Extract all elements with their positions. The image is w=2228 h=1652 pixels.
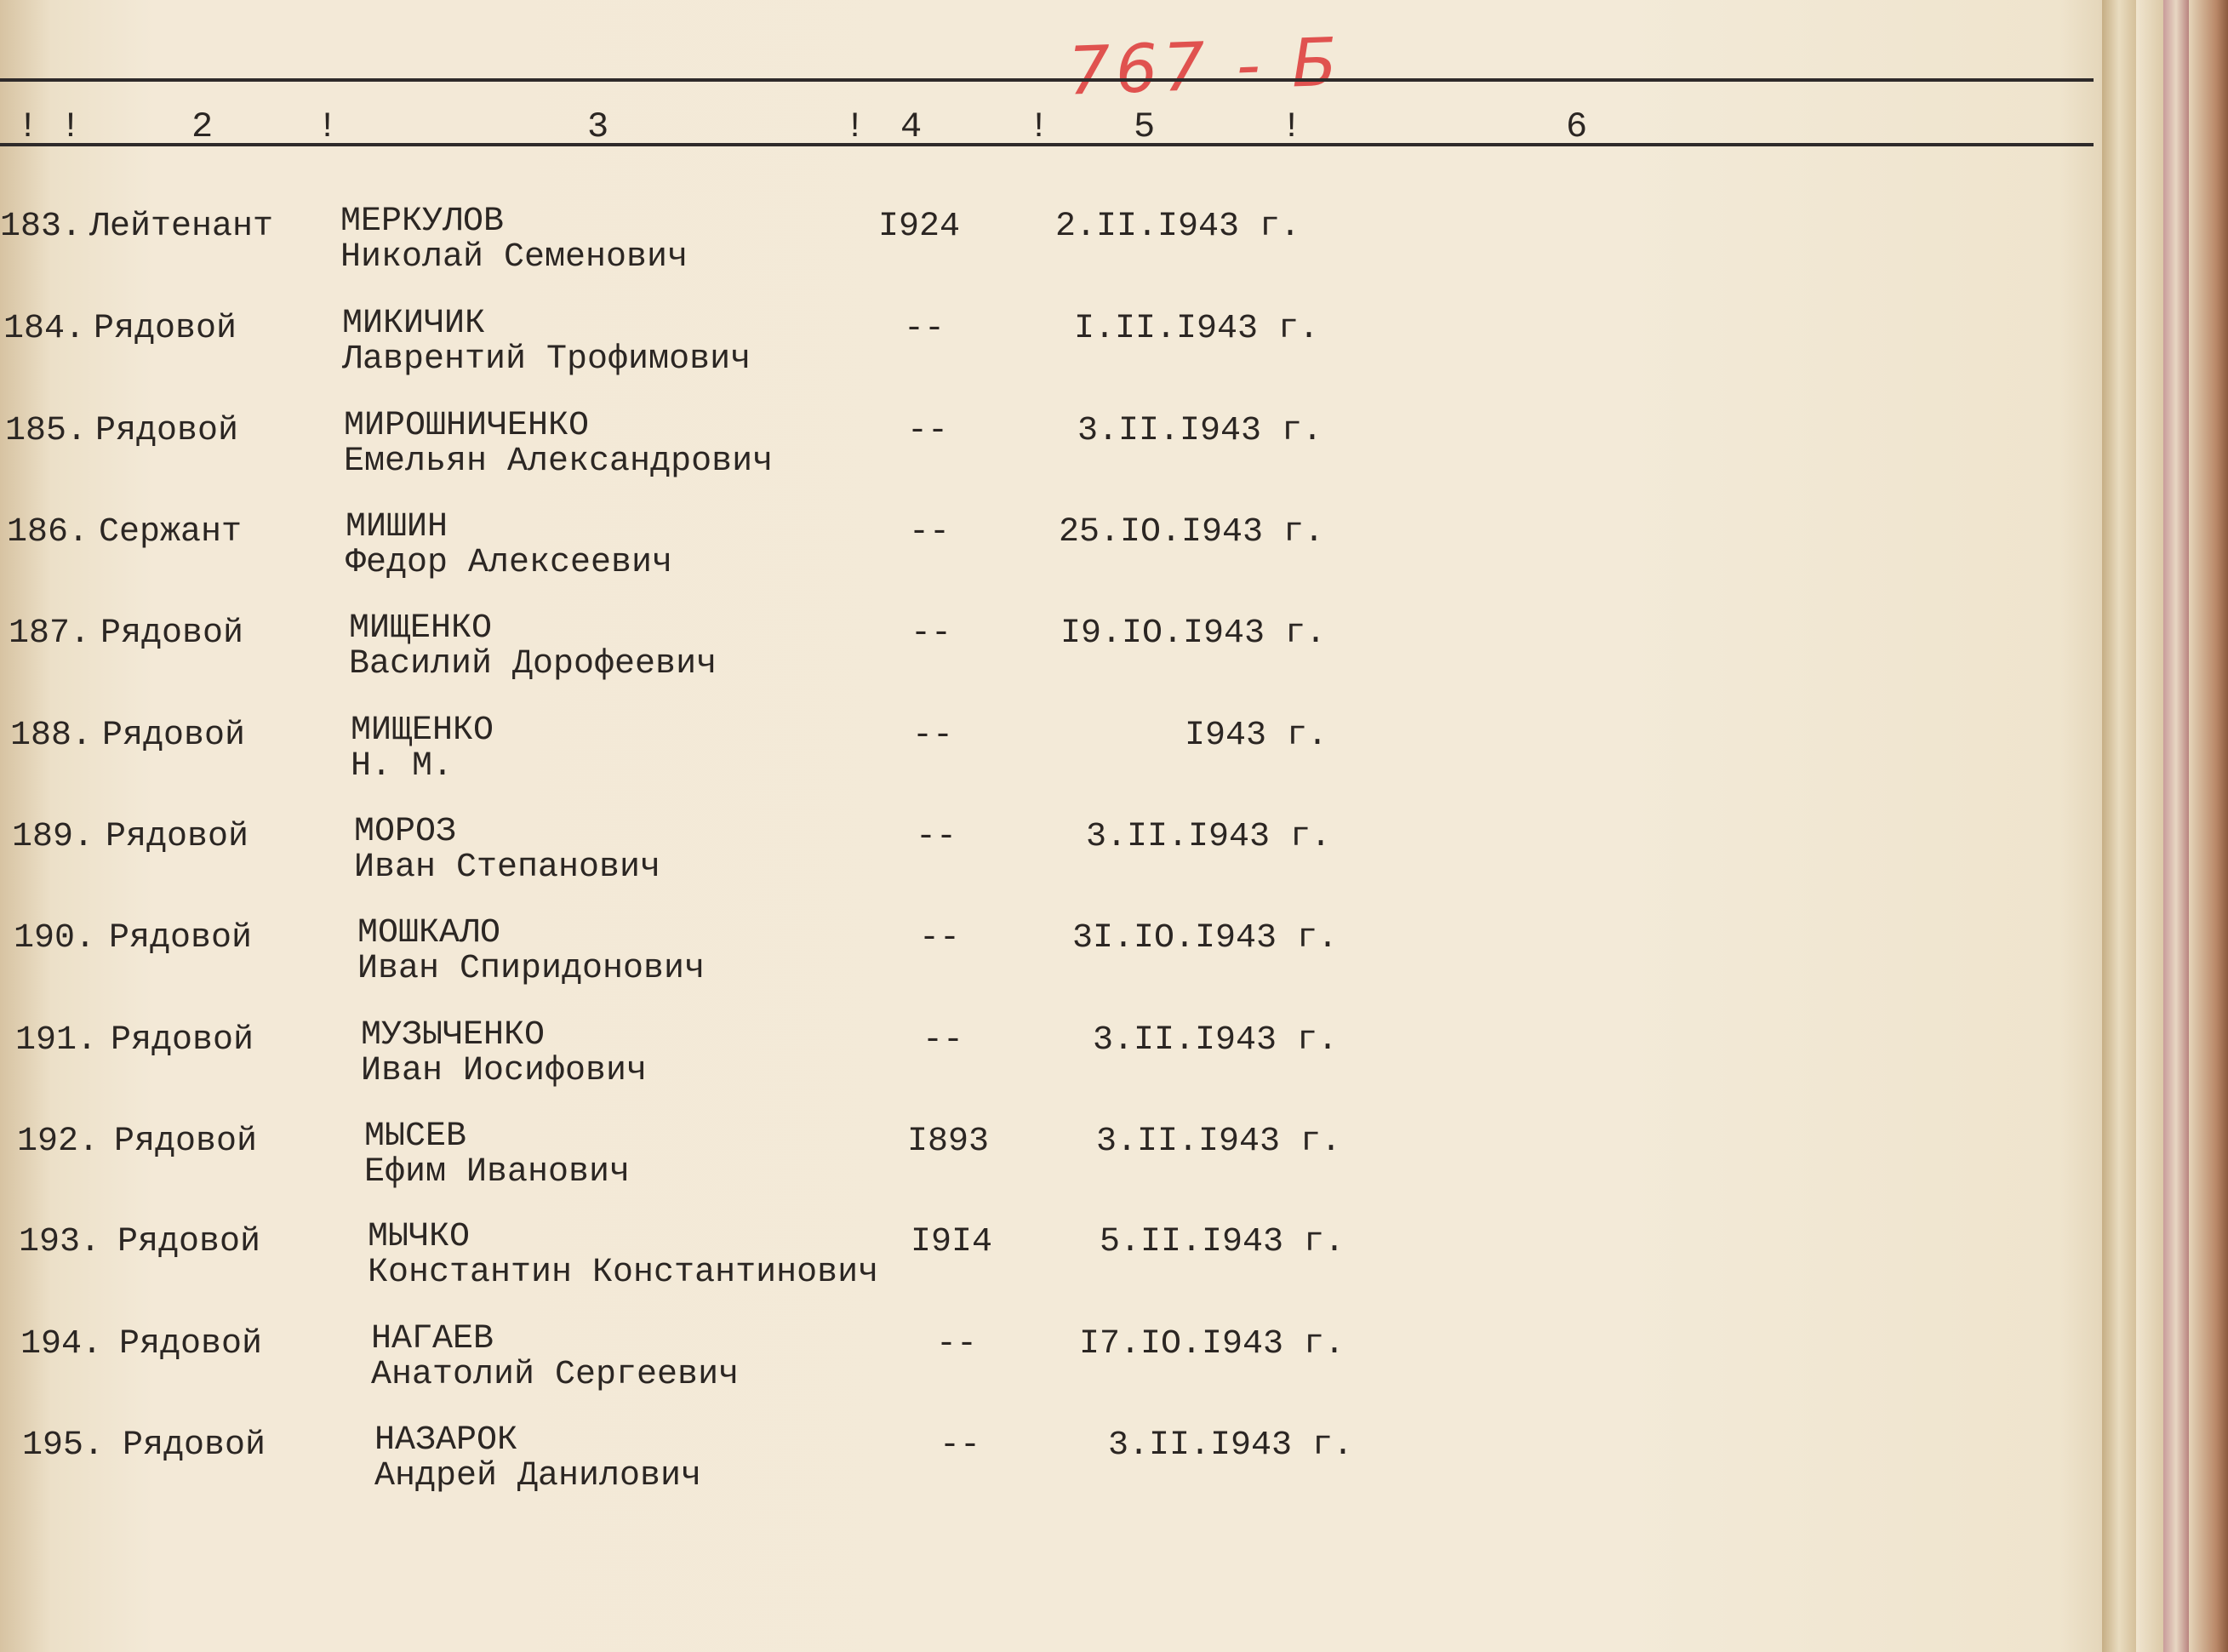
book-spine — [2189, 0, 2228, 1652]
row-date: I.II.I943 г. — [1074, 310, 1320, 348]
row-surname: МОШКАЛО — [357, 914, 501, 952]
row-surname: НАЗАРОК — [374, 1421, 518, 1460]
row-surname: МИРОШНИЧЕНКО — [344, 407, 590, 445]
page-edge — [2136, 0, 2163, 1652]
row-date: 25.IO.I943 г. — [1059, 513, 1325, 552]
row-rank: Рядовой — [109, 919, 253, 957]
row-date: 2.II.I943 г. — [1055, 208, 1301, 246]
row-number: 186. — [7, 513, 89, 552]
row-surname: НАГАЕВ — [371, 1320, 494, 1358]
row-rank: Рядовой — [119, 1325, 263, 1363]
table-row — [0, 1421, 2094, 1515]
row-birth-year: I893 — [907, 1123, 990, 1161]
table-row — [0, 914, 2094, 1008]
row-birth-year: -- — [912, 717, 954, 755]
row-number: 184. — [3, 310, 86, 348]
row-date: 3.II.I943 г. — [1077, 412, 1323, 450]
row-surname: МОРОЗ — [354, 813, 457, 851]
header-col1: ! ! — [17, 106, 82, 147]
row-birth-year: -- — [936, 1325, 978, 1363]
table-row — [0, 1118, 2094, 1211]
row-date: 3.II.I943 г. — [1086, 818, 1332, 856]
table-row — [0, 1218, 2094, 1312]
row-birth-year: -- — [909, 513, 951, 552]
row-number: 189. — [12, 818, 94, 856]
row-date: I7.IO.I943 г. — [1079, 1325, 1345, 1363]
table-row — [0, 305, 2094, 398]
row-rank: Рядовой — [100, 614, 244, 653]
table-row — [0, 1320, 2094, 1414]
row-given-name: Василий Дорофеевич — [349, 645, 717, 683]
row-rank: Сержант — [99, 513, 243, 552]
header-col6: 6 — [1566, 106, 1588, 147]
table-row — [0, 609, 2094, 703]
row-given-name: Емельян Александрович — [344, 443, 774, 481]
header-top-rule — [0, 78, 2094, 82]
row-rank: Рядовой — [111, 1021, 254, 1060]
row-number: 188. — [10, 717, 93, 755]
row-date: I9.IO.I943 г. — [1060, 614, 1327, 653]
row-number: 183. — [0, 208, 83, 246]
row-given-name: Иван Иосифович — [361, 1052, 648, 1090]
row-rank: Рядовой — [114, 1123, 258, 1161]
header-col2: 2 — [191, 106, 214, 147]
table-row — [0, 712, 2094, 805]
row-number: 191. — [15, 1021, 98, 1060]
table-row — [0, 508, 2094, 602]
row-birth-year: -- — [907, 412, 949, 450]
row-surname: МИКИЧИК — [342, 305, 486, 343]
row-number: 192. — [17, 1123, 100, 1161]
page-edge — [2102, 0, 2136, 1652]
row-number: 190. — [14, 919, 96, 957]
row-surname: МЫСЕВ — [364, 1118, 467, 1156]
table-row — [0, 1016, 2094, 1110]
row-number: 194. — [20, 1325, 103, 1363]
row-birth-year: I924 — [878, 208, 961, 246]
row-surname: МИШИН — [346, 508, 448, 546]
row-date: 5.II.I943 г. — [1100, 1223, 1345, 1261]
header-sep1: ! — [317, 106, 339, 147]
row-given-name: Ефим Иванович — [364, 1153, 631, 1192]
header-sep4: ! — [1281, 106, 1303, 147]
row-surname: МИЩЕНКО — [349, 609, 493, 648]
row-rank: Рядовой — [117, 1223, 261, 1261]
header-col4: 4 — [900, 106, 923, 147]
header-col3: 3 — [587, 106, 609, 147]
row-surname: МЫЧКО — [368, 1218, 471, 1256]
table-row — [0, 813, 2094, 906]
row-number: 195. — [22, 1426, 105, 1465]
row-birth-year: -- — [919, 919, 961, 957]
row-birth-year: -- — [916, 818, 957, 856]
header-sep3: ! — [1028, 106, 1050, 147]
row-birth-year: -- — [940, 1426, 981, 1465]
row-birth-year: -- — [911, 614, 952, 653]
row-number: 193. — [19, 1223, 101, 1261]
row-rank: Рядовой — [95, 412, 239, 450]
row-given-name: Лаврентий Трофимович — [342, 340, 751, 379]
row-rank: Лейтенант — [89, 208, 274, 246]
row-date: I943 г. — [1185, 717, 1328, 755]
row-number: 185. — [5, 412, 88, 450]
row-rank: Рядовой — [123, 1426, 266, 1465]
row-rank: Рядовой — [102, 717, 246, 755]
row-surname: МУЗЫЧЕНКО — [361, 1016, 546, 1055]
header-sep2: ! — [844, 106, 866, 147]
row-given-name: Анатолий Сергеевич — [371, 1356, 740, 1394]
table-row — [0, 407, 2094, 500]
row-given-name: Константин Константинович — [368, 1254, 879, 1292]
row-rank: Рядовой — [94, 310, 237, 348]
row-given-name: Н. М. — [351, 747, 454, 786]
table-header — [0, 106, 2094, 157]
row-given-name: Андрей Данилович — [374, 1457, 702, 1495]
row-surname: МЕРКУЛОВ — [340, 203, 505, 241]
row-rank: Рядовой — [106, 818, 249, 856]
row-number: 187. — [9, 614, 91, 653]
row-birth-year: I9I4 — [911, 1223, 993, 1261]
row-date: 3I.IO.I943 г. — [1072, 919, 1339, 957]
row-given-name: Федор Алексеевич — [346, 544, 673, 582]
row-birth-year: -- — [923, 1021, 964, 1060]
header-bottom-rule — [0, 143, 2094, 146]
header-col5: 5 — [1134, 106, 1156, 147]
row-date: 3.II.I943 г. — [1093, 1021, 1339, 1060]
archive-stamp: 767 - Б — [1066, 24, 1344, 111]
row-birth-year: -- — [904, 310, 945, 348]
row-given-name: Иван Степанович — [354, 849, 661, 887]
table-row — [0, 203, 2094, 296]
row-date: 3.II.I943 г. — [1096, 1123, 1342, 1161]
row-date: 3.II.I943 г. — [1108, 1426, 1354, 1465]
row-given-name: Иван Спиридонович — [357, 950, 706, 988]
row-surname: МИЩЕНКО — [351, 712, 494, 750]
page-edge — [2163, 0, 2189, 1652]
row-given-name: Николай Семенович — [340, 238, 688, 277]
